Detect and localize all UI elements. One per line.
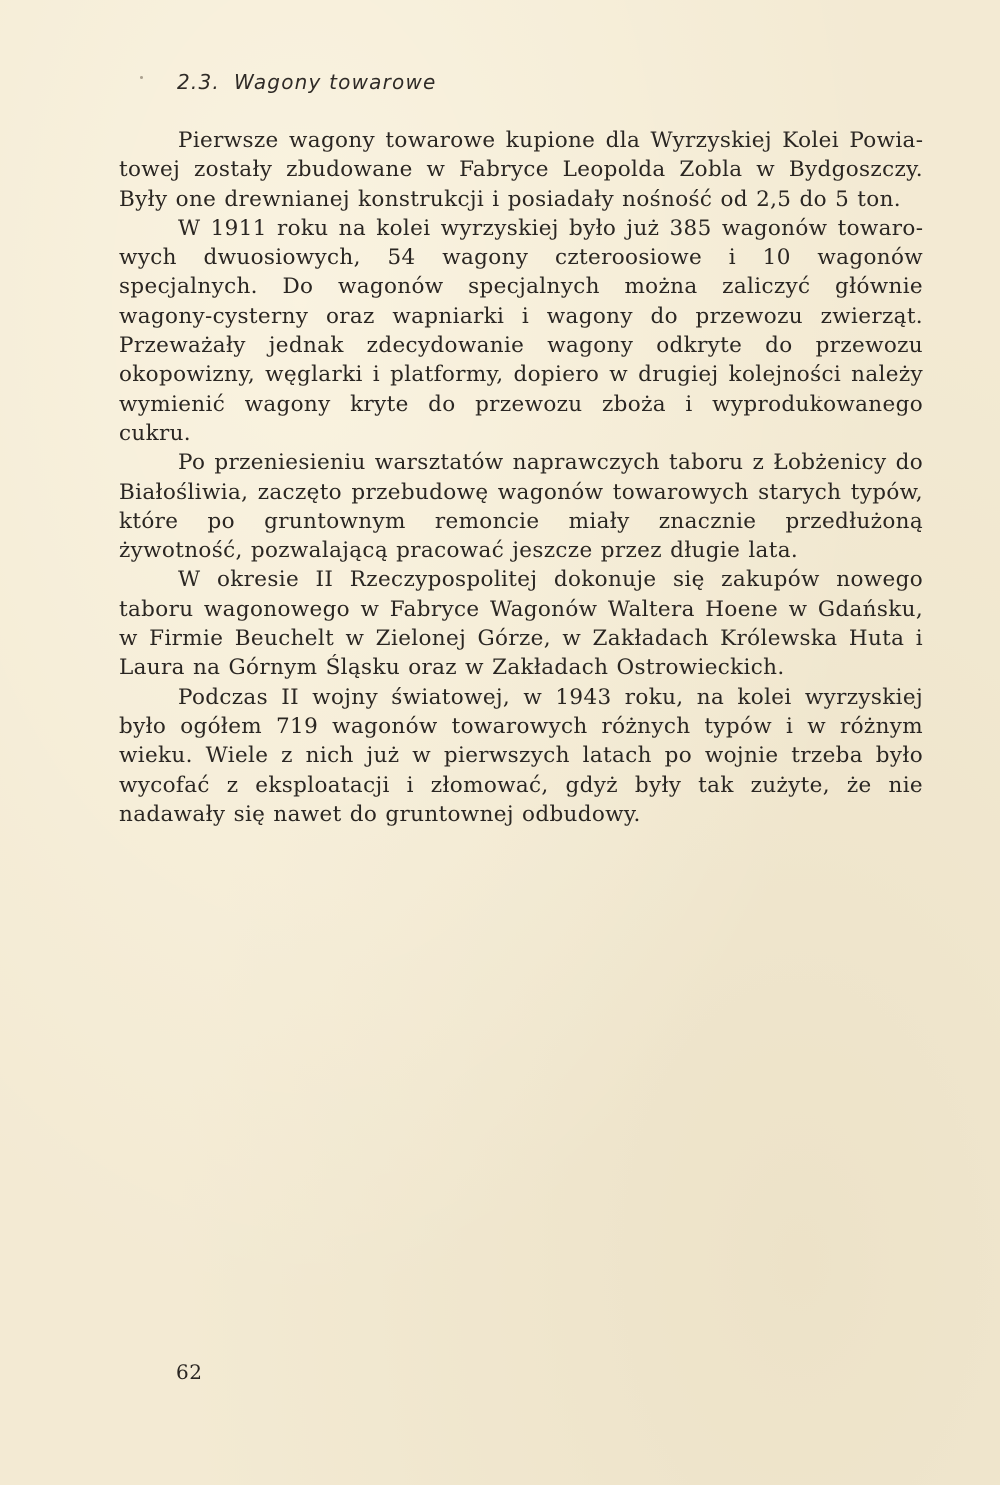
paragraph: W okresie II Rzeczypospolitej dokonuje się zakupów nowego taboru wagonowego w Fabryce Wagonów Waltera Hoene w Gdańsku, w Firmie Beuchelt w Zielonej Górze, w Zakładach Królewska Huta i Laura na Górnym Śląsku oraz w Zakładach Ostrowieckich. [119,567,923,681]
paragraph: Podczas II wojny światowej, w 1943 roku, na kolei wyrzyskiej było ogółem 719 wagonów towarowych różnych typów i w różnym wieku. Wiele z nich już w pierwszych latach po wojnie trzeba było wycofać z eksploatacji i złomować, gdyż były tak zużyte, że nie nadawały się nawet do gruntownej odbudowy. [119,684,923,827]
section-number: 2.3. [177,70,220,94]
paragraph: Po przeniesieniu warsztatów naprawczych taboru z Łobżenicy do Białośliwia, zaczęto przebudowę wagonów towarowych starych typów, które po gruntownym remoncie miały znacznie przedłużoną żywotność, pozwalającą pracować jeszcze przez długie lata. [119,450,923,564]
section-title: Wagony towarowe [233,70,437,94]
print-speck [140,76,143,79]
section-heading [177,70,437,94]
paragraph: Pierwsze wagony towarowe kupione dla Wyrzyskiej Kolei Powiatowej zostały zbudowane w Fabryce Leopolda Zobla w Bydgoszczy. Były one drewnianej konstrukcji i posiadały nośność od 2,5 do 5 ton. [119,128,923,212]
body-text [119,126,923,829]
page-number: 62 [176,1360,203,1384]
paragraph: W 1911 roku na kolei wyrzyskiej było już 385 wagonów towarowych dwuosiowych, 54 wagony czteroosiowe i 10 wagonów specjalnych. Do wagonów specjalnych można zaliczyć głównie wagony-cysterny oraz wapniarki i wagony do przewozu zwierząt. Przeważały jednak zdecydowanie wagony odkryte do przewozu okopowizny, węglarki i platformy, dopiero w drugiej kolejności należy wymienić wagony kryte do przewozu zboża i wyprodukowanego cukru. [119,215,923,446]
